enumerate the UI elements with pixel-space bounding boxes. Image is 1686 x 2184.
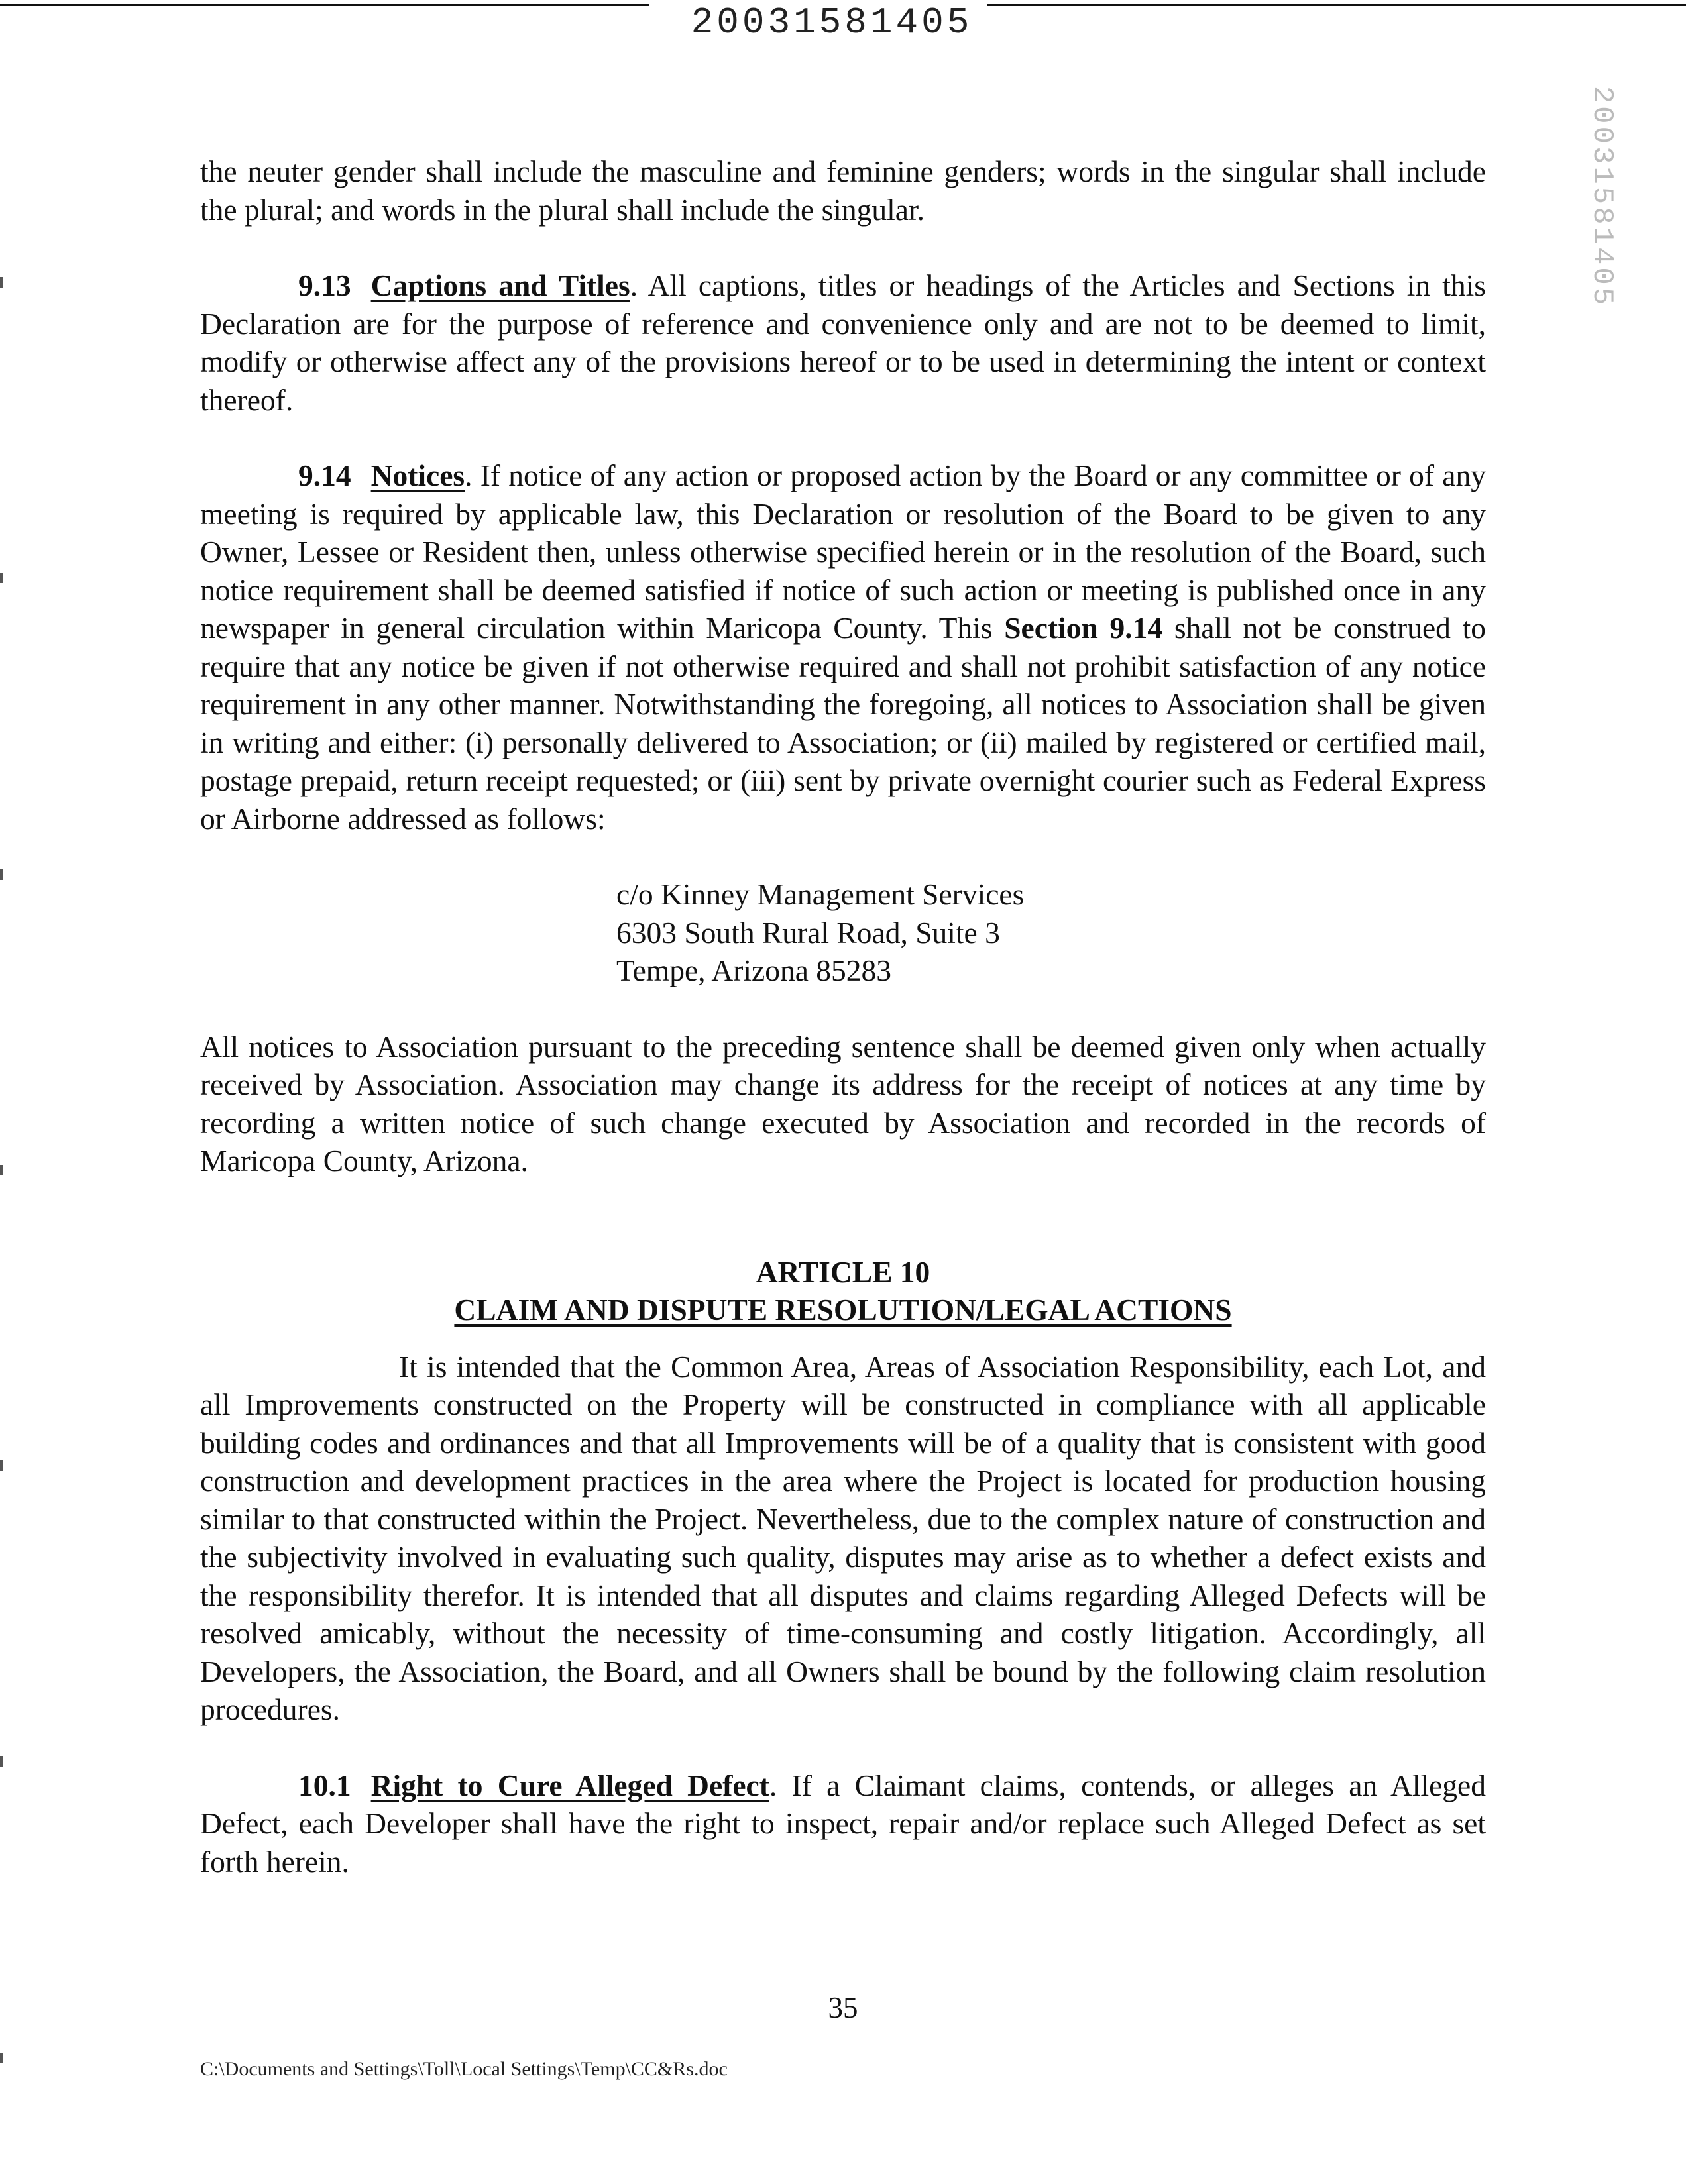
scan-edge-mark [0,1165,3,1175]
side-stamp-text: 20031581405 [1585,85,1619,308]
article-title: CLAIM AND DISPUTE RESOLUTION/LEGAL ACTIONS [454,1293,1232,1327]
section-title: Notices [370,459,465,492]
notices-closing-paragraph: All notices to Association pursuant to the preceding sentence shall be deemed given only when actually received by Association. Association may change its address for the receipt of notices at any time by recording a written notice of such change executed by Association and recorded in the records of Maricopa County, Arizona. [200,1029,1486,1177]
top-rule-right [987,4,1686,6]
section-text: shall not be construed to require that any notice be given if not otherwise required and shall not prohibit satisfaction of any notice requirement in any other manner. Notwithstanding the foregoing, all notices to Association shall be given in writing and either: (i) personally delivered to Association; or (ii) mailed by registered or certified mail, postage prepaid, return receipt requested; or (iii) sent by private overnight courier such as Federal Express or Airborne addressed as follows: [200,611,1486,836]
scan-edge-mark [0,1460,3,1471]
section-9-14: 9.14 Notices. If notice of any action or proposed action by the Board or any committee or of any meeting is required by applicable law, this Declaration or resolution of the Board to be given to any Owner, Lessee or Resident then, unless otherwise specified herein or in the resolution of the Board, such notice requirement shall be deemed satisfied if notice of such action or meeting is published once in any newspaper in general circulation within Maricopa County. This Section 9.14 shall not be construed to require that any notice be given if not otherwise required and shall not prohibit satisfaction of any notice requirement in any other manner. Notwithstanding the foregoing, all notices to Association shall be given in writing and either: (i) personally delivered to Association; or (ii) mailed by registered or certified mail, postage prepaid, return receipt requested; or (iii) sent by private overnight courier such as Federal Express or Airborne addressed as follows: [200,459,1486,836]
article-intro-paragraph: It is intended that the Common Area, Areas of Association Responsibility, each Lot, and all Improvements constructed on the Property will be constructed in compliance with all applicable building codes and ordinances and that all Improvements will be of a quality that is consistent with good construction and development practices in the area where the Project is located for production housing similar to that constructed within the Project. Nevertheless, due to the complex nature of construction and the subjectivity involved in evaluating such quality, disputes may arise as to whether a defect exists and the responsibility therefor. It is intended that all disputes and claims regarding Alleged Defects will be resolved amicably, without the necessity of time-consuming and costly litigation. Accordingly, all Developers, the Association, the Board, and all Owners shall be bound by the following claim resolution procedures. [200,1349,1486,1726]
section-text: If a Claimant claims, contends, or alleges an Alleged Defect, each Developer shall have the right to inspect, repair and/or replace such Alleged Defect as set forth herein. [200,1768,1486,1879]
address-line: c/o Kinney Management Services [616,877,1025,911]
section-9-13: 9.13 Captions and Titles. All captions, titles or headings of the Articles and Sections in this Declaration are for the purpose of reference and convenience only and are not to be deemed to limit, modify or otherwise affect any of the provisions hereof or to be used in determining the intent or context thereof. [200,268,1486,417]
section-title: Right to Cure Alleged Defect [370,1768,769,1802]
article-heading [200,1253,1486,1329]
section-number: 9.14 [298,459,351,492]
address-line: Tempe, Arizona 85283 [616,954,892,987]
side-stamp [1583,82,1621,311]
top-rule-left [0,4,649,6]
section-10-1: 10.1 Right to Cure Alleged Defect. If a Claimant claims, contends, or alleges an Alleged Defect, each Developer shall have the right to inspect, repair and/or replace such Alleged Defect as set forth herein. [200,1768,1486,1879]
file-path: C:\Documents and Settings\Toll\Local Settings\Temp\CC&Rs.doc [200,2058,728,2080]
article-number: ARTICLE 10 [756,1254,930,1289]
section-text: All captions, titles or headings of the Articles and Sections in this Declaration are for the purpose of reference and convenience only and are not to be deemed to limit, modify or otherwise affect any of the provisions hereof or to be used in determining the intent or context thereof. [200,268,1486,417]
scan-edge-mark [0,869,3,880]
section-reference: Section 9.14 [1004,611,1163,645]
notice-address [616,875,1486,990]
scan-edge-mark [0,2053,3,2063]
page-number: 35 [828,1991,858,2024]
section-number: 10.1 [298,1768,351,1802]
document-number: 20031581405 [691,1,973,44]
scan-edge-mark [0,1756,3,1767]
page-body [200,152,1486,1881]
address-line: 6303 South Rural Road, Suite 3 [616,915,1000,950]
scan-edge-mark [0,573,3,583]
section-9-12-continuation: the neuter gender shall include the masculine and feminine genders; words in the singular shall include the plural; and words in the plural shall include the singular. [200,154,1486,227]
section-title: Captions and Titles [370,268,630,302]
section-number: 9.13 [298,268,351,302]
section-text: If notice of any action or proposed action by the Board or any committee or of any meeting is required by applicable law, this Declaration or resolution of the Board to be given to any Owner, Lessee or Resident then, unless otherwise specified herein or in the resolution of the Board, such notice requirement shall be deemed satisfied if notice of such action or meeting is published once in any newspaper in general circulation within Maricopa County. This [200,459,1486,645]
scan-edge-mark [0,277,3,288]
